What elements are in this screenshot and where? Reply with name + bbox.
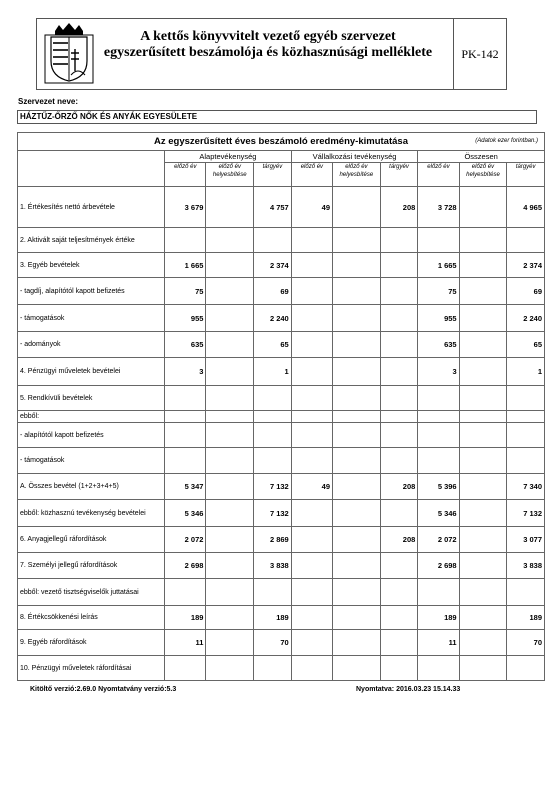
value-cell: 69 (507, 278, 545, 305)
group-header-total: Összesen (418, 151, 545, 163)
table-row (18, 500, 545, 527)
value-cell: 7 132 (507, 500, 545, 527)
row-label: A. Összes bevétel (1+2+3+4+5) (18, 474, 165, 500)
value-cell (507, 656, 545, 681)
value-cell: 2 869 (254, 527, 292, 553)
table-row (18, 474, 545, 500)
value-cell (459, 423, 507, 448)
value-cell (291, 579, 332, 606)
value-cell: 3 077 (507, 527, 545, 553)
value-cell: 208 (380, 474, 418, 500)
value-cell (333, 474, 381, 500)
row-label: ebből: vezető tisztségviselők juttatásai (18, 579, 165, 606)
value-cell (333, 630, 381, 656)
value-cell (206, 423, 254, 448)
value-cell (333, 423, 381, 448)
value-cell: 189 (418, 606, 459, 630)
value-cell (333, 187, 381, 228)
value-cell (291, 500, 332, 527)
value-cell (165, 386, 206, 411)
value-cell (380, 656, 418, 681)
value-cell: 4 757 (254, 187, 292, 228)
value-cell: 75 (165, 278, 206, 305)
value-cell: 1 (507, 358, 545, 386)
value-cell (459, 187, 507, 228)
value-cell (380, 553, 418, 579)
value-cell (291, 553, 332, 579)
value-cell (459, 411, 507, 423)
table-row (18, 630, 545, 656)
value-cell (206, 527, 254, 553)
value-cell (459, 358, 507, 386)
value-cell (459, 448, 507, 474)
income-statement-table (17, 132, 545, 681)
value-cell: 189 (507, 606, 545, 630)
value-cell (459, 553, 507, 579)
row-label: ebből: (18, 411, 165, 423)
value-cell: 7 340 (507, 474, 545, 500)
table-row (18, 253, 545, 278)
value-cell (333, 305, 381, 332)
value-cell (459, 305, 507, 332)
value-cell (254, 656, 292, 681)
value-cell (380, 305, 418, 332)
value-cell (206, 579, 254, 606)
value-cell: 3 838 (507, 553, 545, 579)
value-cell (291, 358, 332, 386)
table-row (18, 527, 545, 553)
value-cell (333, 411, 381, 423)
value-cell (380, 253, 418, 278)
value-cell: 7 132 (254, 474, 292, 500)
value-cell (206, 305, 254, 332)
subheader-correction: előző év helyesbítése (459, 163, 507, 187)
value-cell (291, 630, 332, 656)
value-cell: 2 072 (165, 527, 206, 553)
value-cell (380, 448, 418, 474)
value-cell (333, 553, 381, 579)
value-cell (380, 579, 418, 606)
value-cell (459, 386, 507, 411)
subheader-correction: előző év helyesbítése (206, 163, 254, 187)
header-blank (18, 151, 165, 187)
value-cell (206, 278, 254, 305)
value-cell (291, 305, 332, 332)
value-cell (165, 656, 206, 681)
row-label: 3. Egyéb bevételek (18, 253, 165, 278)
row-label: - adományok (18, 332, 165, 358)
value-cell: 635 (165, 332, 206, 358)
value-cell (165, 448, 206, 474)
row-label: 6. Anyagjellegű ráfordítások (18, 527, 165, 553)
value-cell (206, 411, 254, 423)
value-cell (459, 527, 507, 553)
value-cell: 2 072 (418, 527, 459, 553)
table-row (18, 656, 545, 681)
group-header-basic: Alaptevékenység (165, 151, 292, 163)
value-cell (291, 278, 332, 305)
value-cell (380, 630, 418, 656)
row-label: 5. Rendkívüli bevételek (18, 386, 165, 411)
value-cell (254, 411, 292, 423)
value-cell (333, 656, 381, 681)
value-cell: 1 665 (418, 253, 459, 278)
value-cell (380, 423, 418, 448)
form-title-line1: A kettős könyvvitelt vezető egyéb szervezet (140, 29, 396, 44)
value-cell (380, 606, 418, 630)
value-cell (333, 448, 381, 474)
value-cell (459, 630, 507, 656)
value-cell: 70 (254, 630, 292, 656)
value-cell (333, 386, 381, 411)
value-cell (333, 579, 381, 606)
value-cell (291, 656, 332, 681)
table-row (18, 553, 545, 579)
value-cell (380, 500, 418, 527)
value-cell (291, 228, 332, 253)
subheader-correction: előző év helyesbítése (333, 163, 381, 187)
value-cell: 189 (165, 606, 206, 630)
value-cell (507, 579, 545, 606)
value-cell (206, 187, 254, 228)
row-label: 9. Egyéb ráfordítások (18, 630, 165, 656)
group-header-business: Vállalkozási tevékenység (291, 151, 418, 163)
value-cell: 208 (380, 527, 418, 553)
footer-version: Kitöltő verzió:2.69.0 Nyomtatvány verzió:5.3 (30, 686, 177, 693)
value-cell (291, 332, 332, 358)
row-label: 2. Aktivált saját teljesítmények értéke (18, 228, 165, 253)
value-cell: 5 346 (165, 500, 206, 527)
value-cell: 5 396 (418, 474, 459, 500)
value-cell (206, 474, 254, 500)
table-row (18, 606, 545, 630)
value-cell: 3 838 (254, 553, 292, 579)
table-title-text: Az egyszerűsített éves beszámoló eredmény-kimutatása (154, 136, 408, 147)
value-cell: 2 240 (507, 305, 545, 332)
value-cell (206, 606, 254, 630)
value-cell (459, 606, 507, 630)
value-cell (418, 448, 459, 474)
value-cell (206, 656, 254, 681)
row-label: 7. Személyi jellegű ráfordítások (18, 553, 165, 579)
row-label: - alapítótól kapott befizetés (18, 423, 165, 448)
value-cell: 69 (254, 278, 292, 305)
value-cell (459, 579, 507, 606)
value-cell (418, 228, 459, 253)
value-cell: 3 (418, 358, 459, 386)
table-row (18, 305, 545, 332)
table-row (18, 423, 545, 448)
value-cell (418, 423, 459, 448)
subheader-prev-year: előző év (418, 163, 459, 187)
subheader-current-year: tárgyév (380, 163, 418, 187)
value-cell (165, 228, 206, 253)
value-cell (165, 423, 206, 448)
value-cell (291, 448, 332, 474)
value-cell (380, 411, 418, 423)
row-label: ebből: közhasznú tevékenység bevételei (18, 500, 165, 527)
coat-of-arms-icon (41, 23, 97, 85)
value-cell (291, 606, 332, 630)
value-cell (291, 423, 332, 448)
value-cell (206, 332, 254, 358)
value-cell (459, 228, 507, 253)
value-cell: 635 (418, 332, 459, 358)
value-cell (333, 606, 381, 630)
value-cell (418, 579, 459, 606)
row-label: 4. Pénzügyi műveletek bevételei (18, 358, 165, 386)
value-cell: 49 (291, 187, 332, 228)
value-cell (291, 411, 332, 423)
table-row (18, 411, 545, 423)
value-cell (333, 527, 381, 553)
row-label: 1. Értékesítés nettó árbevétele (18, 187, 165, 228)
value-cell: 189 (254, 606, 292, 630)
row-label: 10. Pénzügyi műveletek ráfordításai (18, 656, 165, 681)
value-cell: 65 (507, 332, 545, 358)
row-label: - támogatások (18, 305, 165, 332)
value-cell: 70 (507, 630, 545, 656)
value-cell (418, 386, 459, 411)
value-cell: 2 698 (165, 553, 206, 579)
value-cell: 49 (291, 474, 332, 500)
value-cell (380, 228, 418, 253)
value-cell: 208 (380, 187, 418, 228)
value-cell: 3 679 (165, 187, 206, 228)
row-label: - támogatások (18, 448, 165, 474)
value-cell (507, 423, 545, 448)
value-cell (165, 411, 206, 423)
value-cell (507, 228, 545, 253)
value-cell: 1 (254, 358, 292, 386)
value-cell (507, 386, 545, 411)
value-cell: 4 965 (507, 187, 545, 228)
value-cell (459, 500, 507, 527)
table-title (18, 133, 545, 151)
organization-name: HÁZTŰZ-ŐRZŐ NŐK ÉS ANYÁK EGYESÜLETE (17, 110, 537, 124)
value-cell (254, 386, 292, 411)
value-cell (291, 253, 332, 278)
value-cell (333, 332, 381, 358)
value-cell (206, 386, 254, 411)
value-cell: 7 132 (254, 500, 292, 527)
table-row (18, 278, 545, 305)
table-row (18, 332, 545, 358)
value-cell: 3 728 (418, 187, 459, 228)
value-cell: 2 374 (254, 253, 292, 278)
value-cell (333, 278, 381, 305)
value-cell: 955 (165, 305, 206, 332)
value-cell: 5 346 (418, 500, 459, 527)
table-row (18, 187, 545, 228)
value-cell: 2 240 (254, 305, 292, 332)
value-cell (459, 474, 507, 500)
value-cell (333, 358, 381, 386)
value-cell (333, 253, 381, 278)
value-cell (206, 228, 254, 253)
subheader-current-year: tárgyév (254, 163, 292, 187)
value-cell (418, 411, 459, 423)
value-cell: 5 347 (165, 474, 206, 500)
value-cell (254, 423, 292, 448)
form-code: PK-142 (453, 19, 506, 89)
value-cell (206, 553, 254, 579)
value-cell (380, 332, 418, 358)
table-row (18, 358, 545, 386)
value-cell (206, 448, 254, 474)
footer-printed: Nyomtatva: 2016.03.23 15.14.33 (356, 686, 461, 693)
organization-label: Szervezet neve: (18, 97, 79, 106)
form-title (99, 29, 437, 61)
value-cell: 3 (165, 358, 206, 386)
value-cell (206, 630, 254, 656)
value-cell: 11 (165, 630, 206, 656)
value-cell (459, 332, 507, 358)
form-title-line2: egyszerűsített beszámolója és közhasznúsági melléklete (103, 45, 433, 60)
value-cell (206, 253, 254, 278)
table-row (18, 228, 545, 253)
value-cell (459, 278, 507, 305)
value-cell (507, 448, 545, 474)
subheader-current-year: tárgyév (507, 163, 545, 187)
value-cell (254, 228, 292, 253)
row-label: - tagdíj, alapítótól kapott befizetés (18, 278, 165, 305)
value-cell (254, 448, 292, 474)
row-label: 8. Értékcsökkenési leírás (18, 606, 165, 630)
value-cell: 65 (254, 332, 292, 358)
value-cell (206, 500, 254, 527)
value-cell (165, 579, 206, 606)
value-cell: 75 (418, 278, 459, 305)
value-cell (333, 228, 381, 253)
value-cell (291, 386, 332, 411)
table-row (18, 448, 545, 474)
value-cell (459, 656, 507, 681)
form-header (36, 18, 507, 90)
value-cell (380, 386, 418, 411)
value-cell (333, 500, 381, 527)
value-cell (380, 278, 418, 305)
subheader-prev-year: előző év (165, 163, 206, 187)
unit-note: (Adatok ezer forintban.) (475, 138, 538, 144)
value-cell: 2 374 (507, 253, 545, 278)
value-cell (507, 411, 545, 423)
value-cell (206, 358, 254, 386)
table-row (18, 579, 545, 606)
value-cell: 1 665 (165, 253, 206, 278)
value-cell (459, 253, 507, 278)
value-cell: 2 698 (418, 553, 459, 579)
value-cell (291, 527, 332, 553)
table-row (18, 386, 545, 411)
value-cell (380, 358, 418, 386)
value-cell: 955 (418, 305, 459, 332)
value-cell (254, 579, 292, 606)
value-cell: 11 (418, 630, 459, 656)
value-cell (418, 656, 459, 681)
subheader-prev-year: előző év (291, 163, 332, 187)
